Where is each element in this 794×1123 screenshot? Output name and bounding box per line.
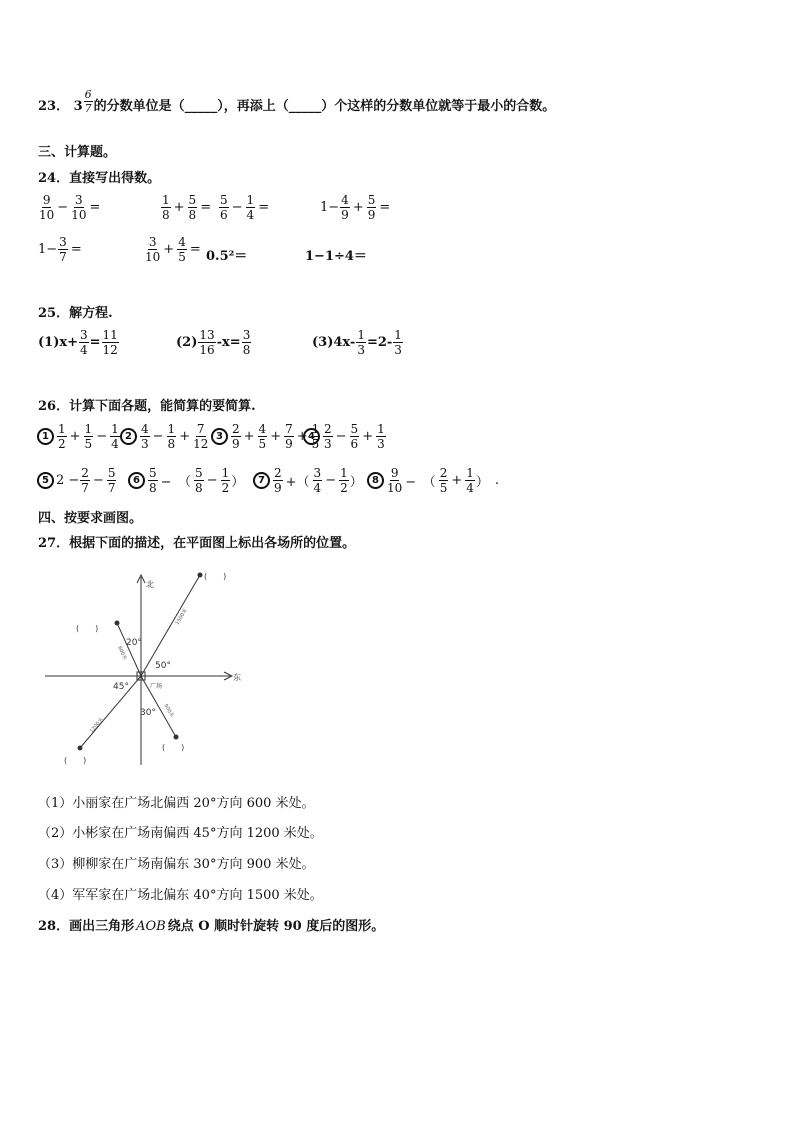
q24-expr-1: $\frac{9}{10}$ − $\frac{3}{10}$ = — [39, 193, 101, 222]
q26-problem-4: 4 $\frac{2}{3}$ − $\frac{5}{6}$ + $\frac{1}{3}$ — [303, 423, 387, 450]
q25-equation-3: (3)4x- $\frac{1}{3}$ =2- $\frac{1}{3}$ — [312, 328, 402, 357]
q26-problem-6: 6 $\frac{5}{8}$ − （ $\frac{5}{8}$ − $\frac{1}{2}$ ） — [128, 467, 244, 494]
direction-diagram — [40, 565, 280, 780]
label-blank-se: ( ) — [162, 743, 185, 752]
label-dist-600: 600米 — [116, 645, 128, 662]
section-3-heading: 三、计算题。 — [38, 145, 117, 160]
q27-item-3: （3）柳柳家在广场南偏东 30°方向 900 米处。 — [38, 857, 315, 872]
point-se — [174, 735, 179, 740]
label-east: 东 — [233, 673, 241, 682]
q24-expr-2: $\frac{1}{8}$ + $\frac{5}{8}$ = — [162, 193, 212, 222]
label-dist-1500: 1500米 — [174, 607, 189, 627]
circled-number-6: 6 — [128, 472, 145, 489]
circled-number-8: 8 — [367, 472, 384, 489]
q23-blank-1[interactable]: _____ — [184, 99, 218, 114]
q26-problem-3: 3 $\frac{2}{9}$ + $\frac{4}{5}$ + $\frac{7}{9}$ + $\frac{1}{5}$ — [211, 423, 321, 450]
circled-number-3: 3 — [211, 428, 228, 445]
q26-problem-1: 1 $\frac{1}{2}$ + $\frac{1}{5}$ − $\frac{1}{4}$ — [37, 423, 121, 450]
circled-number-1: 1 — [37, 428, 54, 445]
circled-number-4: 4 — [303, 428, 320, 445]
q25-title: 25．解方程. — [38, 306, 113, 321]
q23-mixed-number: 3 $\frac{6}{7}$ — [73, 88, 92, 115]
label-blank-sw: ( ) — [64, 756, 87, 765]
ray-sw — [80, 676, 141, 748]
q27-title: 27．根据下面的描述，在平面图上标出各场所的位置。 — [38, 536, 356, 551]
q24-title: 24．直接写出得数。 — [38, 171, 161, 186]
q24-expr-6: $\frac{3}{10}$ + $\frac{4}{5}$ = — [145, 235, 201, 264]
section-4-heading: 四、按要求画图。 — [38, 511, 143, 526]
q28: 28．画出三角形 AOB 绕点 O 顺时针旋转 90 度后的图形。 — [38, 919, 385, 934]
label-angle-50: 50° — [155, 661, 171, 671]
point-ne — [198, 573, 203, 578]
q24-expr-4: 1− $\frac{4}{9}$ + $\frac{5}{9}$ = — [320, 193, 391, 222]
q26-title: 26．计算下面各题，能简算的要简算. — [38, 399, 256, 414]
circled-number-7: 7 — [253, 472, 270, 489]
q26-problem-8: 8 $\frac{9}{10}$ − （ $\frac{2}{5}$ + $\frac{1}{4}$ ） . — [367, 467, 499, 494]
shape-name: AOB — [136, 919, 166, 934]
q25-equation-2: (2) $\frac{13}{16}$ -x= $\frac{3}{8}$ — [176, 328, 251, 357]
point-sw — [78, 746, 83, 751]
label-dist-900: 900米 — [162, 703, 175, 719]
label-center: 广场 — [150, 683, 163, 690]
q24-expr-7: 0.5²＝ — [206, 249, 248, 264]
label-blank-nw: ( ) — [76, 624, 99, 633]
q27-item-1: （1）小丽家在广场北偏西 20°方向 600 米处。 — [38, 796, 315, 811]
label-angle-20: 20° — [126, 638, 142, 648]
label-angle-30: 30° — [140, 708, 156, 718]
q26-problem-5: 5 2 − $\frac{2}{7}$ − $\frac{5}{7}$ — [37, 467, 117, 494]
label-north: 北 — [146, 580, 154, 589]
circled-number-2: 2 — [120, 428, 137, 445]
q24-expr-5: 1− $\frac{3}{7}$ = — [38, 235, 82, 264]
q27-item-2: （2）小彬家在广场南偏西 45°方向 1200 米处。 — [38, 826, 323, 841]
q23-blank-2[interactable]: _____ — [288, 99, 322, 114]
q24-expr-8: 1−1÷4＝ — [305, 249, 367, 264]
q26-problem-2: 2 $\frac{4}{3}$ − $\frac{1}{8}$ + $\frac{7}{12}$ — [120, 423, 209, 450]
q27-item-4: （4）军军家在广场北偏东 40°方向 1500 米处。 — [38, 888, 323, 903]
point-nw — [115, 621, 120, 626]
q25-equation-1: (1)x+ $\frac{3}{4}$ = $\frac{11}{12}$ — [38, 328, 118, 357]
q26-problem-7: 7 $\frac{2}{9}$ +（ $\frac{3}{4}$ − $\frac{1}{2}$ ） — [253, 467, 363, 494]
q23: 23． 3 $\frac{6}{7}$ 的分数单位是（_____），再添上（_____）个这样的分数单位就等于最小的合数。 — [38, 88, 556, 115]
q24-expr-3: $\frac{5}{6}$ − $\frac{1}{4}$ = — [220, 193, 270, 222]
circled-number-5: 5 — [37, 472, 54, 489]
label-blank-ne: ( ) — [204, 572, 227, 581]
label-dist-1200: 1200米 — [88, 716, 105, 735]
q23-number: 23． — [38, 99, 70, 114]
label-angle-45: 45° — [113, 682, 129, 692]
